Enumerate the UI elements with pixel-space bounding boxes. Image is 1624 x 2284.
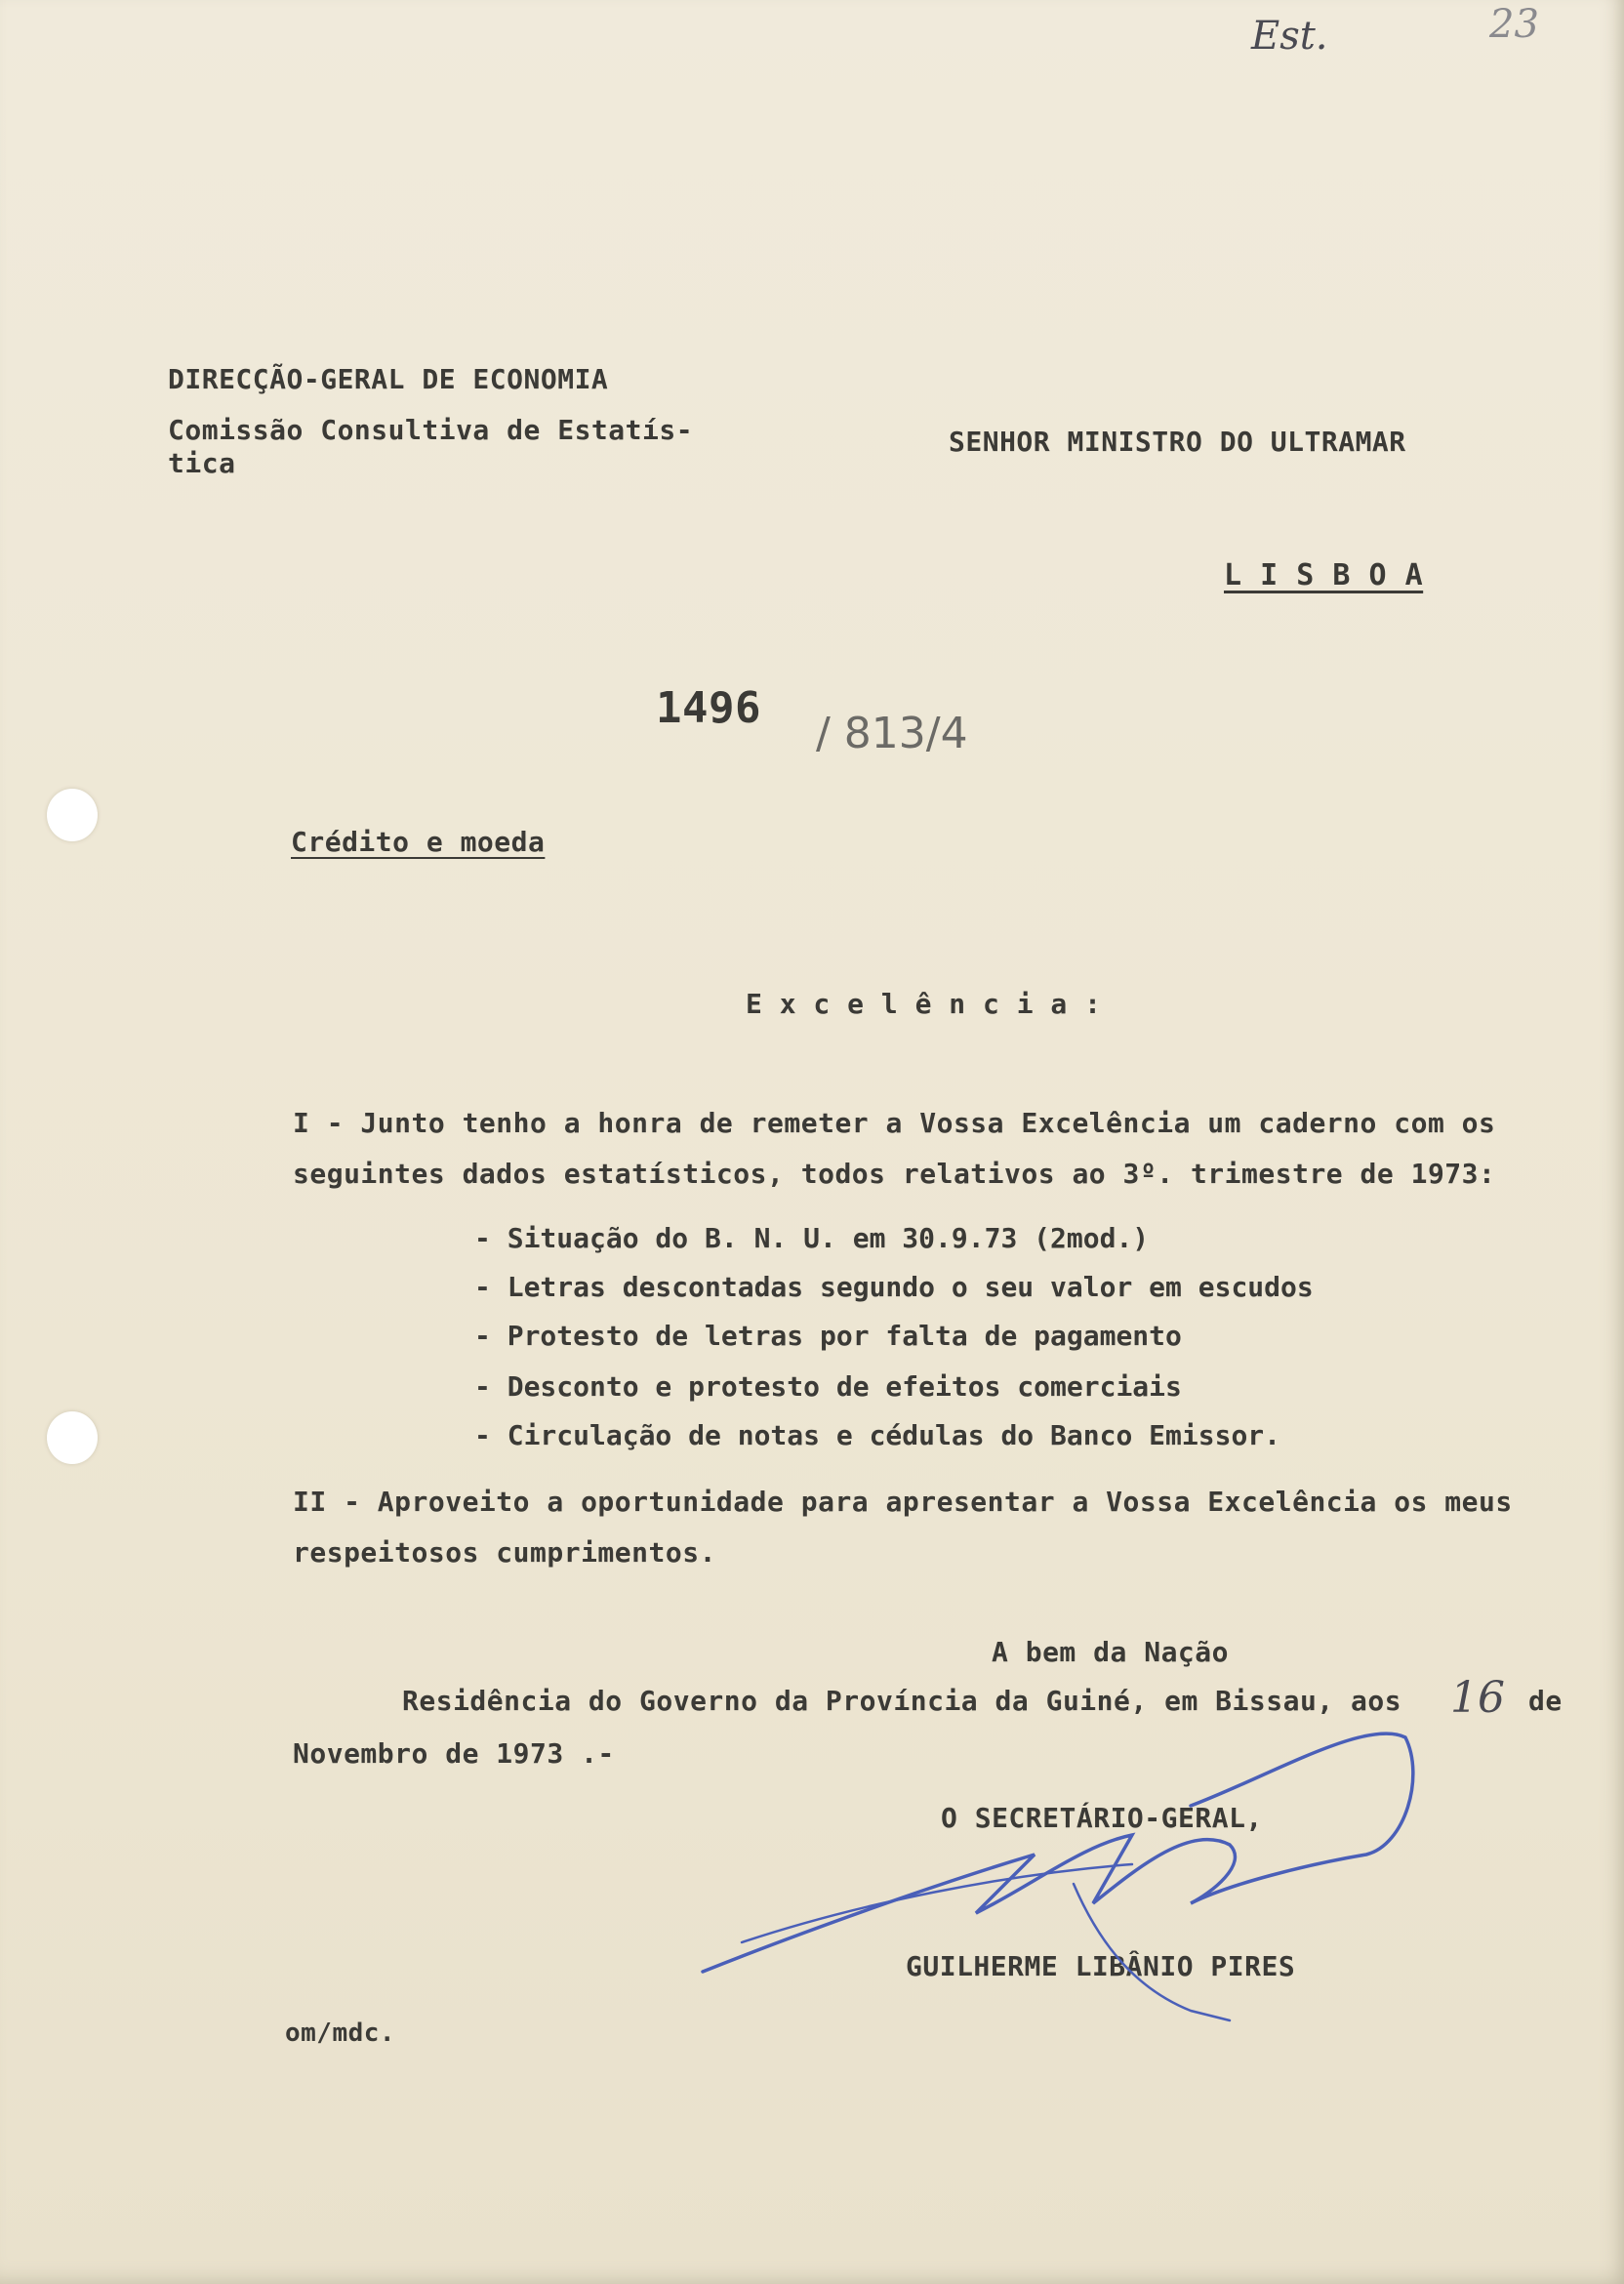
- punch-hole-bottom: [47, 1411, 98, 1464]
- archive-mark: Est.: [1251, 14, 1328, 59]
- place-line: Residência do Governo da Província da Guiné, em Bissau, aos: [402, 1685, 1402, 1717]
- department-name: DIRECÇÃO-GERAL DE ECONOMIA: [168, 363, 609, 395]
- paragraph-1-line-2: seguintes dados estatísticos, todos relativos ao 3º. trimestre de 1973:: [293, 1158, 1496, 1190]
- paragraph-2-line-2: respeitosos cumprimentos.: [293, 1536, 716, 1569]
- day-handwritten: 16: [1450, 1673, 1505, 1723]
- folio-number: 23: [1489, 2, 1539, 47]
- recipient: SENHOR MINISTRO DO ULTRAMAR: [949, 426, 1406, 458]
- closing-motto: A bem da Nação: [992, 1636, 1230, 1668]
- paragraph-1-line-1: I - Junto tenho a honra de remeter a Vossa Excelência um caderno com os: [293, 1107, 1496, 1139]
- list-item: - Desconto e protesto de efeitos comerciais: [474, 1370, 1182, 1403]
- paragraph-2-line-1: II - Aproveito a oportunidade para apresentar a Vossa Excelência os meus: [293, 1486, 1513, 1518]
- list-item: - Protesto de letras por falta de pagamento: [474, 1320, 1182, 1352]
- signature: [683, 1718, 1444, 2030]
- list-item: - Circulação de notas e cédulas do Banco Emissor.: [474, 1419, 1281, 1451]
- date-line: Novembro de 1973 .-: [293, 1737, 615, 1770]
- commission-line-1: Comissão Consultiva de Estatís-: [168, 414, 694, 446]
- city: L I S B O A: [1224, 558, 1424, 592]
- typist-initials: om/mdc.: [285, 2019, 396, 2048]
- list-item: - Situação do B. N. U. em 30.9.73 (2mod.): [474, 1222, 1150, 1254]
- place-line-suffix: de: [1528, 1685, 1563, 1717]
- reference-handwritten: / 813/4: [816, 709, 968, 758]
- signatory-title: O SECRETÁRIO-GERAL,: [941, 1802, 1263, 1834]
- salutation: E x c e l ê n c i a :: [746, 988, 1102, 1020]
- signatory-name: GUILHERME LIBÂNIO PIRES: [906, 1950, 1296, 1982]
- list-item: - Letras descontadas segundo o seu valor em escudos: [474, 1271, 1314, 1303]
- commission-line-2: tica: [168, 447, 236, 479]
- punch-hole-top: [47, 789, 98, 841]
- subject: Crédito e moeda: [291, 826, 546, 858]
- reference-number: 1496: [656, 683, 761, 733]
